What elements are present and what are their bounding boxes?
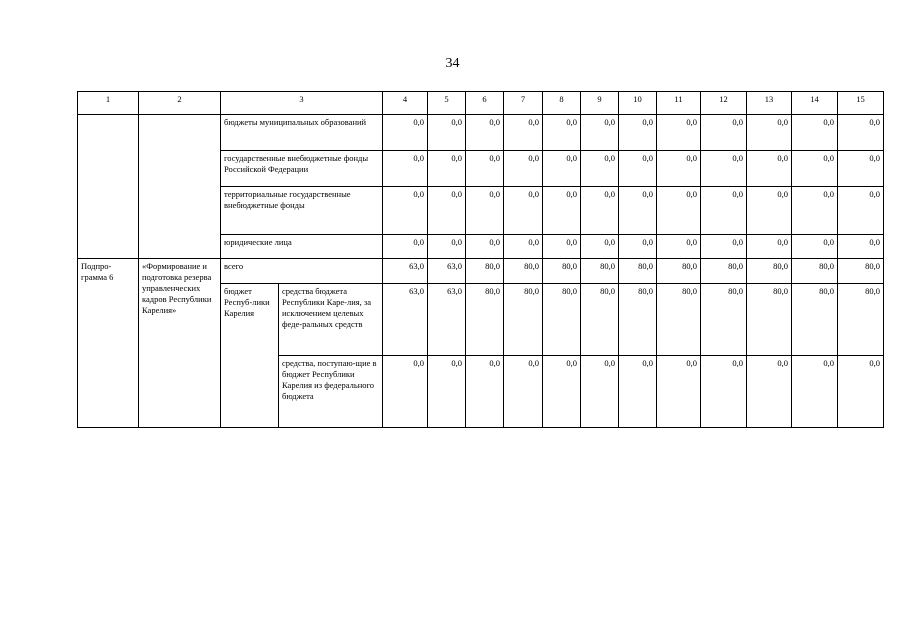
value-cell: 80,0 <box>619 284 657 356</box>
header-cell: 4 <box>383 92 428 115</box>
value-cell: 0,0 <box>466 151 504 187</box>
funding-source-label: бюджеты муниципальных образований <box>221 115 383 151</box>
funding-source-label: средства бюджета Республики Каре-лия, за исключением целевых феде-ральных средств <box>279 284 383 356</box>
funding-source-label: территориальные государственные внебюджетные фонды <box>221 187 383 235</box>
header-cell: 12 <box>701 92 747 115</box>
value-cell: 0,0 <box>383 235 428 259</box>
value-cell: 0,0 <box>747 151 792 187</box>
header-cell: 1 <box>78 92 139 115</box>
value-cell: 80,0 <box>657 284 701 356</box>
header-cell: 11 <box>657 92 701 115</box>
value-cell: 0,0 <box>383 187 428 235</box>
value-cell: 0,0 <box>792 187 838 235</box>
value-cell: 80,0 <box>792 259 838 284</box>
header-cell: 7 <box>504 92 543 115</box>
value-cell: 0,0 <box>747 235 792 259</box>
value-cell: 0,0 <box>619 235 657 259</box>
value-cell: 63,0 <box>428 259 466 284</box>
page-number: 34 <box>445 56 460 71</box>
value-cell: 0,0 <box>428 115 466 151</box>
funding-source-label: средства, поступаю-щие в бюджет Республики Карелия из федерального бюджета <box>279 356 383 428</box>
value-cell: 0,0 <box>543 187 581 235</box>
value-cell: 0,0 <box>838 115 884 151</box>
value-cell: 63,0 <box>383 284 428 356</box>
value-cell: 80,0 <box>619 259 657 284</box>
header-cell: 14 <box>792 92 838 115</box>
subprogram-total-row <box>78 259 884 284</box>
value-cell: 0,0 <box>504 356 543 428</box>
value-cell: 0,0 <box>581 151 619 187</box>
value-cell: 80,0 <box>466 284 504 356</box>
value-cell: 80,0 <box>701 284 747 356</box>
value-cell: 0,0 <box>792 356 838 428</box>
value-cell: 0,0 <box>466 356 504 428</box>
value-cell: 0,0 <box>428 356 466 428</box>
value-cell: 0,0 <box>838 187 884 235</box>
value-cell: 80,0 <box>466 259 504 284</box>
value-cell: 0,0 <box>838 235 884 259</box>
value-cell: 63,0 <box>383 259 428 284</box>
value-cell: 0,0 <box>543 356 581 428</box>
value-cell: 0,0 <box>701 235 747 259</box>
value-cell: 0,0 <box>838 151 884 187</box>
value-cell: 80,0 <box>581 259 619 284</box>
header-cell: 2 <box>139 92 221 115</box>
header-cell: 15 <box>838 92 884 115</box>
value-cell: 0,0 <box>543 151 581 187</box>
value-cell: 0,0 <box>657 356 701 428</box>
subprogram-name: «Формирование и подготовка резерва управленческих кадров Республики Карелия» <box>139 259 221 428</box>
header-cell: 3 <box>221 92 383 115</box>
value-cell: 0,0 <box>701 187 747 235</box>
value-cell: 0,0 <box>581 356 619 428</box>
value-cell: 0,0 <box>792 151 838 187</box>
value-cell: 0,0 <box>581 235 619 259</box>
value-cell: 80,0 <box>838 284 884 356</box>
value-cell: 0,0 <box>701 356 747 428</box>
empty-cell <box>139 115 221 259</box>
value-cell: 0,0 <box>466 115 504 151</box>
value-cell: 0,0 <box>701 115 747 151</box>
funding-source-label: государственные внебюджетные фонды Российской Федерации <box>221 151 383 187</box>
value-cell: 0,0 <box>747 356 792 428</box>
value-cell: 80,0 <box>747 284 792 356</box>
value-cell: 63,0 <box>428 284 466 356</box>
value-cell: 0,0 <box>747 115 792 151</box>
header-cell: 13 <box>747 92 792 115</box>
header-cell: 5 <box>428 92 466 115</box>
value-cell: 80,0 <box>504 259 543 284</box>
value-cell: 0,0 <box>504 187 543 235</box>
value-cell: 80,0 <box>543 259 581 284</box>
value-cell: 80,0 <box>747 259 792 284</box>
value-cell: 0,0 <box>701 151 747 187</box>
value-cell: 0,0 <box>657 115 701 151</box>
value-cell: 0,0 <box>504 151 543 187</box>
value-cell: 0,0 <box>383 115 428 151</box>
value-cell: 0,0 <box>504 115 543 151</box>
budget-label: бюджет Респуб-лики Карелия <box>221 284 279 428</box>
subprogram-code: Подпро-грамма 6 <box>78 259 139 428</box>
header-cell: 8 <box>543 92 581 115</box>
funding-source-label: юридические лица <box>221 235 383 259</box>
value-cell: 80,0 <box>543 284 581 356</box>
value-cell: 80,0 <box>701 259 747 284</box>
header-cell: 9 <box>581 92 619 115</box>
value-cell: 0,0 <box>383 151 428 187</box>
header-cell: 10 <box>619 92 657 115</box>
value-cell: 0,0 <box>383 356 428 428</box>
value-cell: 0,0 <box>581 115 619 151</box>
value-cell: 0,0 <box>747 187 792 235</box>
value-cell: 0,0 <box>543 115 581 151</box>
value-cell: 80,0 <box>581 284 619 356</box>
budget-table <box>77 91 884 428</box>
value-cell: 0,0 <box>428 151 466 187</box>
value-cell: 0,0 <box>543 235 581 259</box>
value-cell: 0,0 <box>466 235 504 259</box>
value-cell: 0,0 <box>657 187 701 235</box>
value-cell: 0,0 <box>838 356 884 428</box>
header-row <box>78 92 884 115</box>
value-cell: 0,0 <box>466 187 504 235</box>
empty-cell <box>78 115 139 259</box>
value-cell: 0,0 <box>619 115 657 151</box>
funding-row-municipal <box>78 115 884 151</box>
value-cell: 0,0 <box>657 151 701 187</box>
value-cell: 0,0 <box>428 235 466 259</box>
value-cell: 0,0 <box>619 356 657 428</box>
total-label: всего <box>221 259 383 284</box>
value-cell: 0,0 <box>657 235 701 259</box>
value-cell: 0,0 <box>504 235 543 259</box>
value-cell: 0,0 <box>619 187 657 235</box>
value-cell: 0,0 <box>428 187 466 235</box>
value-cell: 80,0 <box>504 284 543 356</box>
value-cell: 0,0 <box>581 187 619 235</box>
value-cell: 0,0 <box>792 235 838 259</box>
value-cell: 80,0 <box>657 259 701 284</box>
header-cell: 6 <box>466 92 504 115</box>
value-cell: 80,0 <box>838 259 884 284</box>
value-cell: 0,0 <box>792 115 838 151</box>
value-cell: 0,0 <box>619 151 657 187</box>
value-cell: 80,0 <box>792 284 838 356</box>
